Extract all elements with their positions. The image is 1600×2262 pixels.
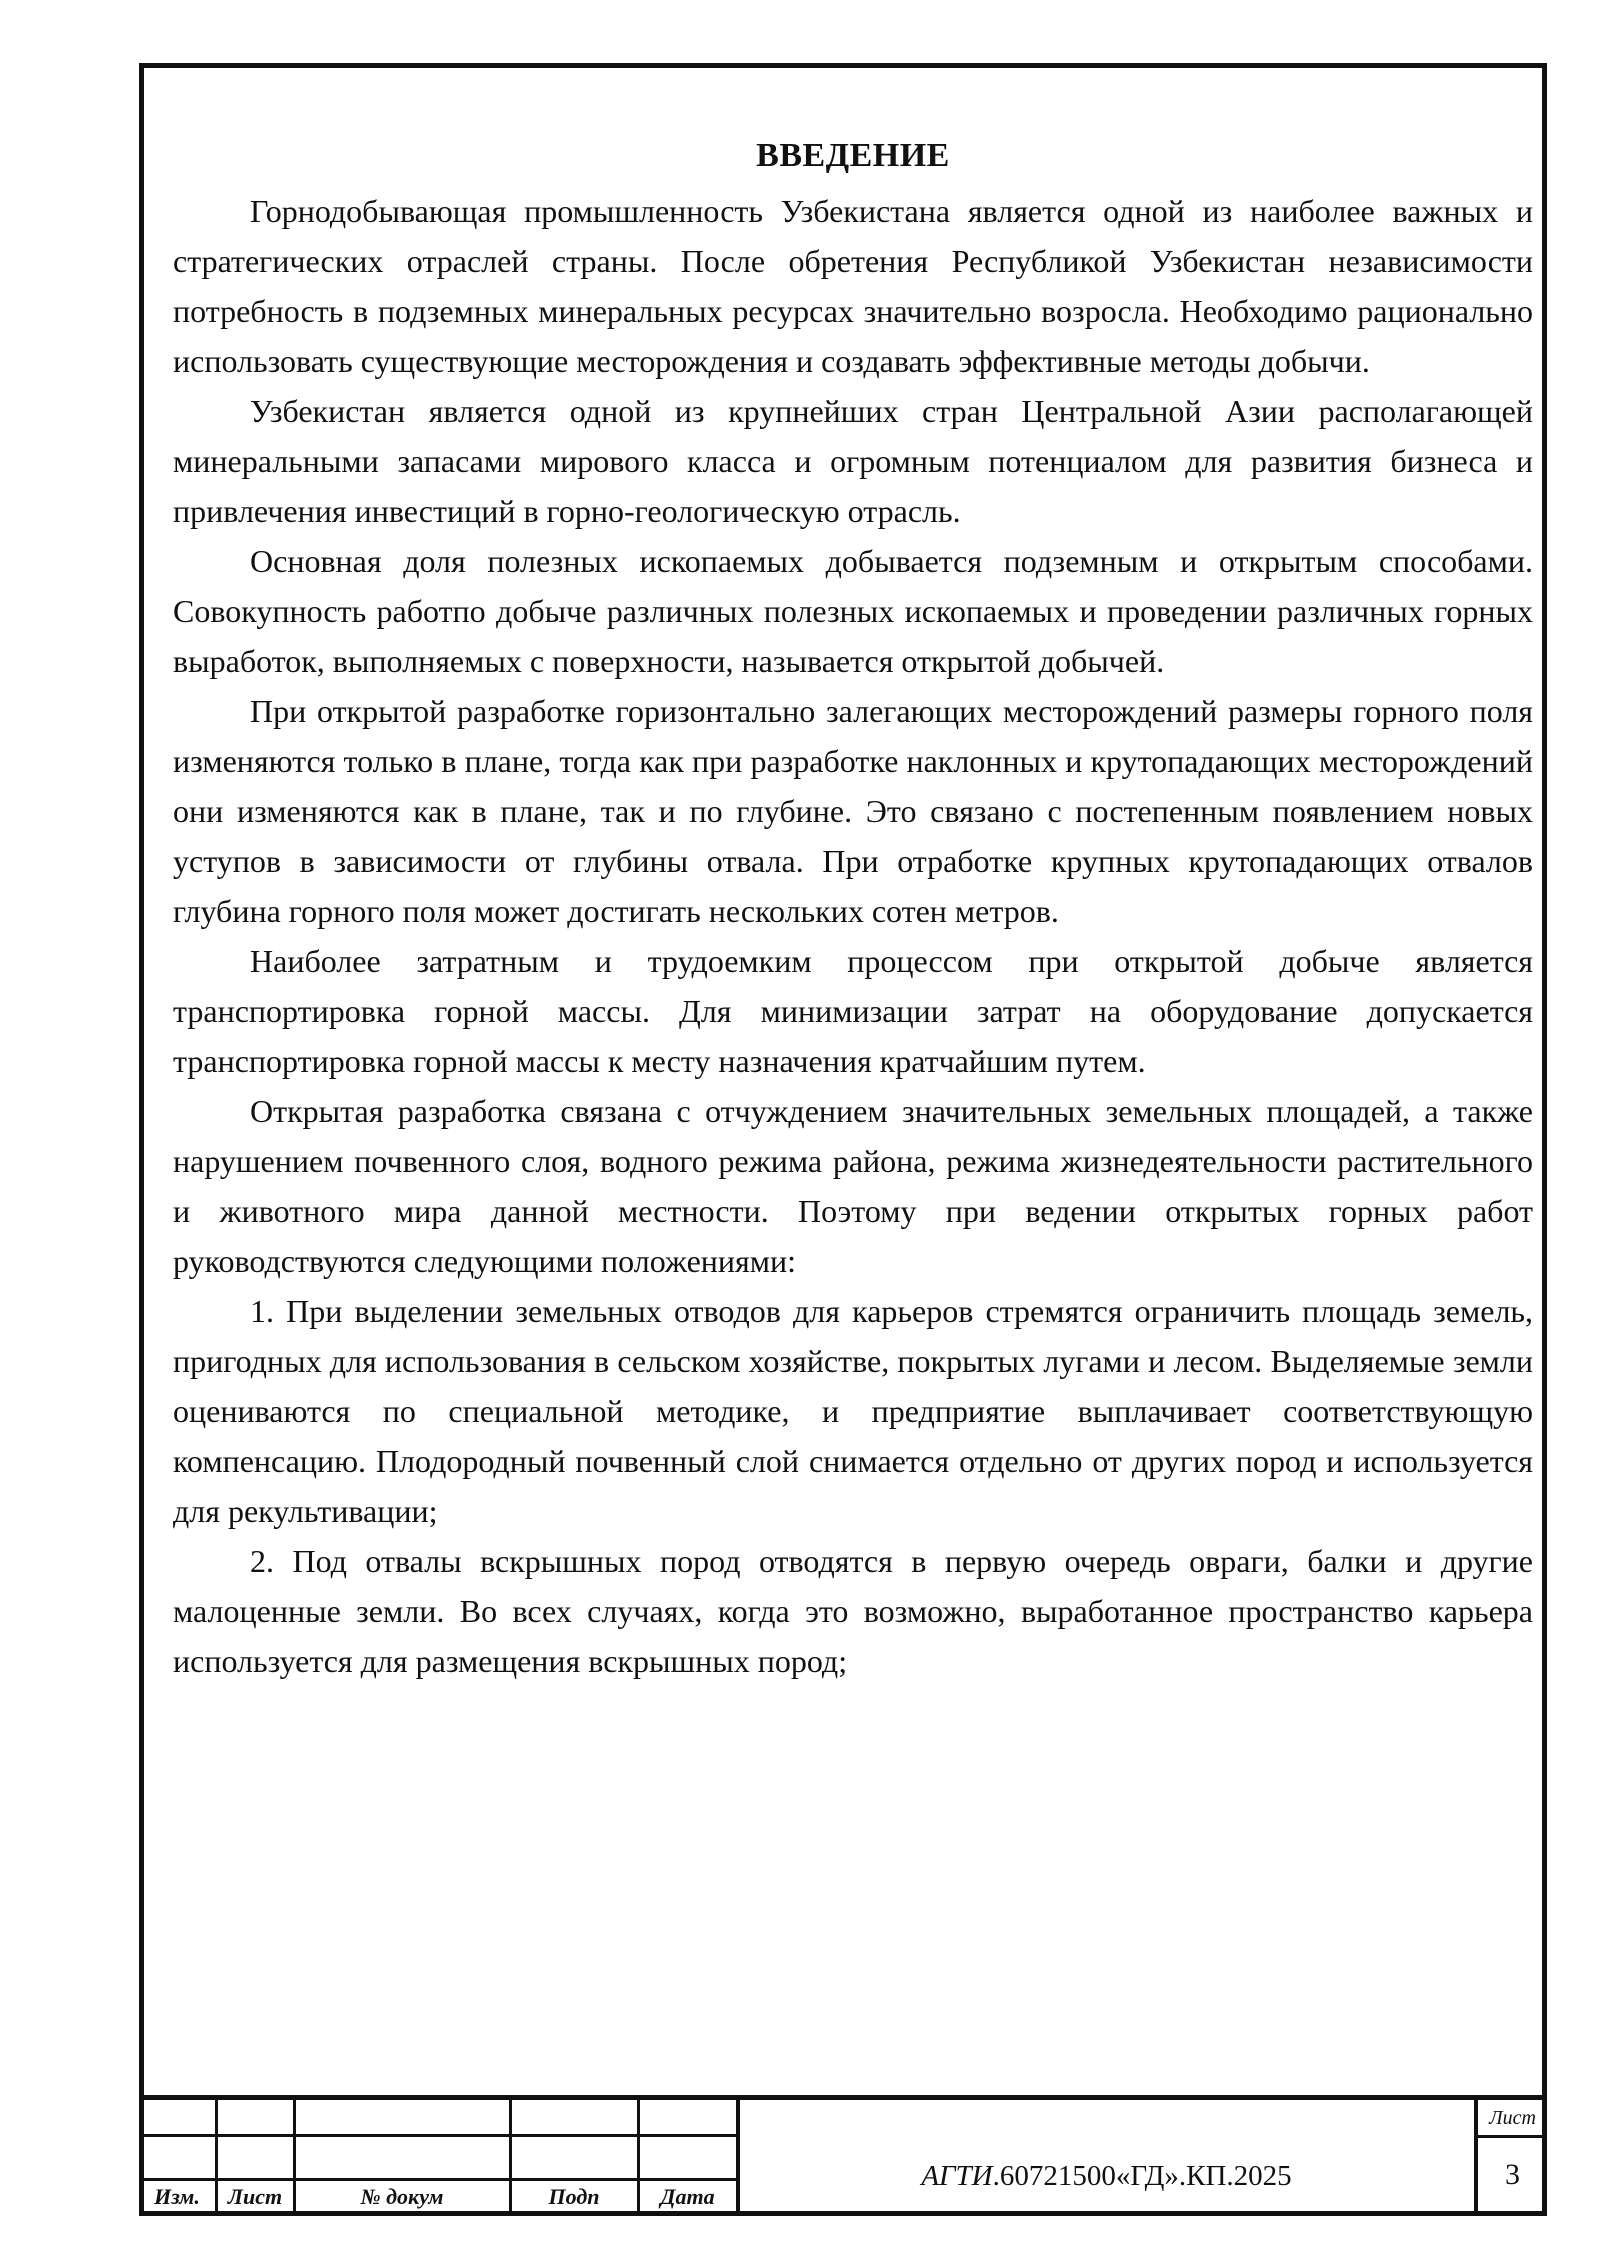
title-block bbox=[139, 2095, 1547, 2216]
paragraph-4: При открытой разработке горизонтально залегающих месторождений размеры горного поля изменяются только в плане, тогда как при разработке наклонных и крутопадающих месторождений они изменяются как в плане, так и по глубине. Это связано с постепенным появлением новых уступов в зависимости от глубины отвала. При отработке крупных крутопадающих отвалов глубина горного поля может достигать нескольких сотен метров. bbox=[173, 693, 1533, 929]
sheet-number: 3 bbox=[1505, 2158, 1520, 2191]
document-code-number: .60721500«ГД».КП.2025 bbox=[992, 2159, 1292, 2192]
column-signature: Подп bbox=[548, 2184, 600, 2209]
column-izm: Изм. bbox=[154, 2184, 200, 2209]
paragraph-1: Горнодобывающая промышленность Узбекистана является одной из наиболее важных и стратегических отраслей страны. После обретения Республикой Узбекистан независимости потребность в подземных минеральных ресурсах значительно возросла. Необходимо рационально использовать существующие месторождения и создавать эффективные методы добычи. bbox=[173, 193, 1533, 379]
paragraph-5: Наиболее затратным и трудоемким процессом при открытой добыче является транспортировка горной массы. Для минимизации затрат на оборудование допускается транспортировка горной массы к месту назначения кратчайшим путем. bbox=[173, 943, 1533, 1079]
paragraph-6: Открытая разработка связана с отчуждением значительных земельных площадей, а также нарушением почвенного слоя, водного режима района, режима жизнедеятельности растительного и животного мира данной местности. Поэтому при ведении открытых горных работ руководствуются следующими положениями: bbox=[173, 1093, 1533, 1279]
document-title: ВВЕДЕНИЕ bbox=[756, 137, 950, 174]
paragraph-2: Узбекистан является одной из крупнейших стран Центральной Азии располагающей минеральными запасами мирового класса и огромным потенциалом для развития бизнеса и привлечения инвестиций в горно-геологическую отрасль. bbox=[173, 393, 1533, 529]
paragraph-3: Основная доля полезных ископаемых добывается подземным и открытым способами. Совокупность работпо добыче различных полезных ископаемых и проведении различных горных выработок, выполняемых с поверхности, называется открытой добычей. bbox=[173, 543, 1533, 679]
column-date: Дата bbox=[660, 2184, 715, 2209]
list-item-2: 2. Под отвалы вскрышных пород отводятся в первую очередь овраги, балки и другие малоценные земли. Во всех случаях, когда это возможно, выработанное пространство карьера используется для размещения вскрышных пород; bbox=[173, 1543, 1533, 1679]
document-body bbox=[173, 118, 1533, 1686]
document-code-prefix: АГТИ bbox=[921, 2159, 993, 2192]
column-doc-number: № докум bbox=[360, 2184, 444, 2209]
grid-row-line-1 bbox=[139, 2134, 739, 2137]
sheet-box bbox=[1474, 2100, 1547, 2216]
document-code bbox=[739, 2100, 1474, 2216]
list-item-1: 1. При выделении земельных отводов для карьеров стремятся ограничить площадь земель, пригодных для использования в сельском хозяйстве, покрытых лугами и лесом. Выделяемые земли оцениваются по специальной методике, и предприятие выплачивает соответствующую компенсацию. Плодородный почвенный слой снимается отдельно от других пород и используется для рекультивации; bbox=[173, 1293, 1533, 1529]
column-list: Лист bbox=[227, 2184, 283, 2209]
title-block-grid bbox=[139, 2100, 739, 2216]
sheet-label: Лист bbox=[1478, 2100, 1547, 2138]
